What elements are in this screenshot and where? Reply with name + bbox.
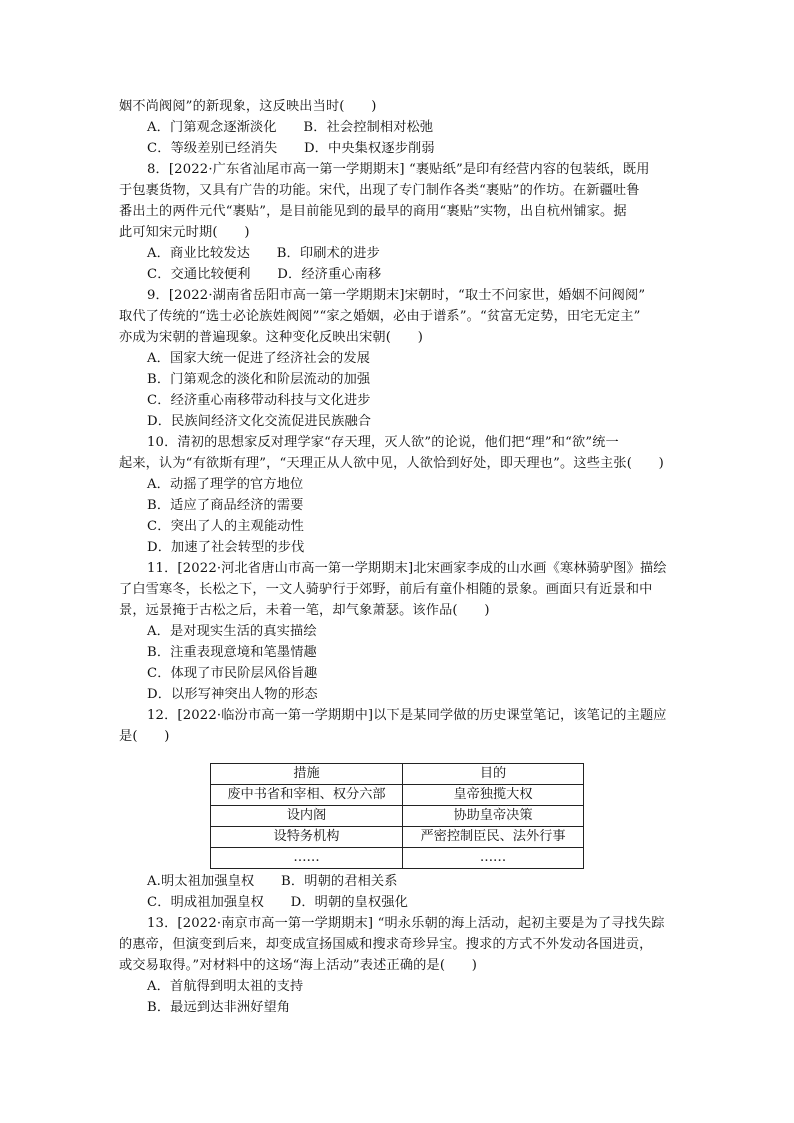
text-line: A．门第观念逐渐淡化 B．社会控制相对松弛	[147, 120, 434, 135]
text-line: 9．[2022·湖南省岳阳市高一第一学期期末]宋朝时，“取士不问家世，婚姻不问阀阅”	[147, 288, 646, 303]
table-header-cell: 措施	[211, 764, 403, 785]
table-cell: 设内阁	[211, 806, 403, 827]
text-line: A．动摇了理学的官方地位	[147, 477, 304, 492]
table-cell: 严密控制臣民、法外行事	[403, 827, 584, 848]
text-line: 姻不尚阀阅”的新现象，这反映出当时( )	[119, 99, 377, 114]
text-line: 于包裹货物，又具有广告的功能。宋代，出现了专门制作各类“裹贴”的作坊。在新疆吐鲁	[119, 183, 640, 198]
text-line: 是( )	[119, 729, 170, 744]
table-row	[211, 827, 584, 848]
text-line: 13．[2022·南京市高一第一学期期末] “明永乐朝的海上活动，起初主要是为了寻找失踪	[147, 916, 665, 931]
text-line: B．最远到达非洲好望角	[147, 1000, 291, 1015]
table-cell: 设特务机构	[211, 827, 403, 848]
text-line: 景，远景掩于古松之后，未着一笔，却气象萧瑟。该作品( )	[119, 603, 490, 618]
text-line: A．商业比较发达 B．印刷术的进步	[147, 246, 380, 261]
text-line: 8．[2022·广东省汕尾市高一第一学期期末] “裹贴纸”是印有经营内容的包装纸，既用	[147, 162, 650, 177]
text-line: A．首航得到明太祖的支持	[147, 979, 304, 994]
text-line: 此可知宋元时期( )	[119, 225, 250, 240]
text-line: A．国家大统一促进了经济社会的发展	[147, 351, 371, 366]
text-line: 12．[2022·临汾市高一第一学期期中]以下是某同学做的历史课堂笔记，该笔记的主题应	[147, 708, 667, 723]
table-cell: ……	[211, 848, 403, 869]
table-cell: 皇帝独揽大权	[403, 785, 584, 806]
text-line: 11．[2022·河北省唐山市高一第一学期期末]北宋画家李成的山水画《寒林骑驴图》描绘	[147, 561, 667, 576]
text-line: C．明成祖加强皇权 D．明朝的皇权强化	[147, 895, 409, 910]
text-line: C．等级差别已经消失 D．中央集权逐步削弱	[147, 141, 435, 156]
text-line: D．民族间经济文化交流促进民族融合	[147, 414, 372, 429]
text-line: B．适应了商品经济的需要	[147, 498, 304, 513]
text-line: 或交易取得。”对材料中的这场“海上活动”表述正确的是( )	[119, 958, 478, 973]
table-row	[211, 785, 584, 806]
text-line: D．以形写神突出人物的形态	[147, 687, 318, 702]
class-notes-table	[210, 763, 584, 869]
table-row	[211, 848, 584, 869]
text-line: 番出土的两件元代“裹贴”，是目前能见到的最早的商用“裹贴”实物，出自杭州铺家。据	[119, 204, 627, 219]
text-line: 起来，认为“有欲斯有理”，“天理正从人欲中见，人欲恰到好处，即天理也”。这些主张( )	[119, 456, 664, 471]
text-line: C．经济重心南移带动科技与文化进步	[147, 393, 371, 408]
text-line: 10．清初的思想家反对理学家“存天理，灭人欲”的论说，他们把“理”和“欲”统一	[147, 435, 619, 450]
text-line: D．加速了社会转型的步伐	[147, 540, 305, 555]
text-line: C．交通比较便利 D．经济重心南移	[147, 267, 382, 282]
text-line: 取代了传统的“选士必论族姓阀阅”“家之婚姻，必由于谱系”。“贫富无定势，田宅无定主”	[119, 309, 641, 324]
text-line: B．门第观念的淡化和阶层流动的加强	[147, 372, 371, 387]
text-line: 亦成为宋朝的普遍现象。这种变化反映出宋朝( )	[119, 330, 424, 345]
table-header-row	[211, 764, 584, 785]
text-line: 的惠帝，但演变到后来，却变成宣扬国威和搜求奇珍异宝。搜求的方式不外发动各国进贡，	[119, 937, 653, 952]
text-line: A.明太祖加强皇权 B．明朝的君相关系	[147, 874, 398, 889]
table-cell: ……	[403, 848, 584, 869]
text-line: C．体现了市民阶层风俗旨趣	[147, 666, 318, 681]
text-line: 了白雪寒冬，长松之下，一文人骑驴行于郊野，前后有童仆相随的景象。画面只有近景和中	[119, 582, 653, 597]
text-line: C．突出了人的主观能动性	[147, 519, 304, 534]
table-cell: 废中书省和宰相、权分六部	[211, 785, 403, 806]
table-row	[211, 806, 584, 827]
table-cell: 协助皇帝决策	[403, 806, 584, 827]
text-line: B．注重表现意境和笔墨情趣	[147, 645, 317, 660]
table-header-cell: 目的	[403, 764, 584, 785]
text-line: A．是对现实生活的真实描绘	[147, 624, 317, 639]
